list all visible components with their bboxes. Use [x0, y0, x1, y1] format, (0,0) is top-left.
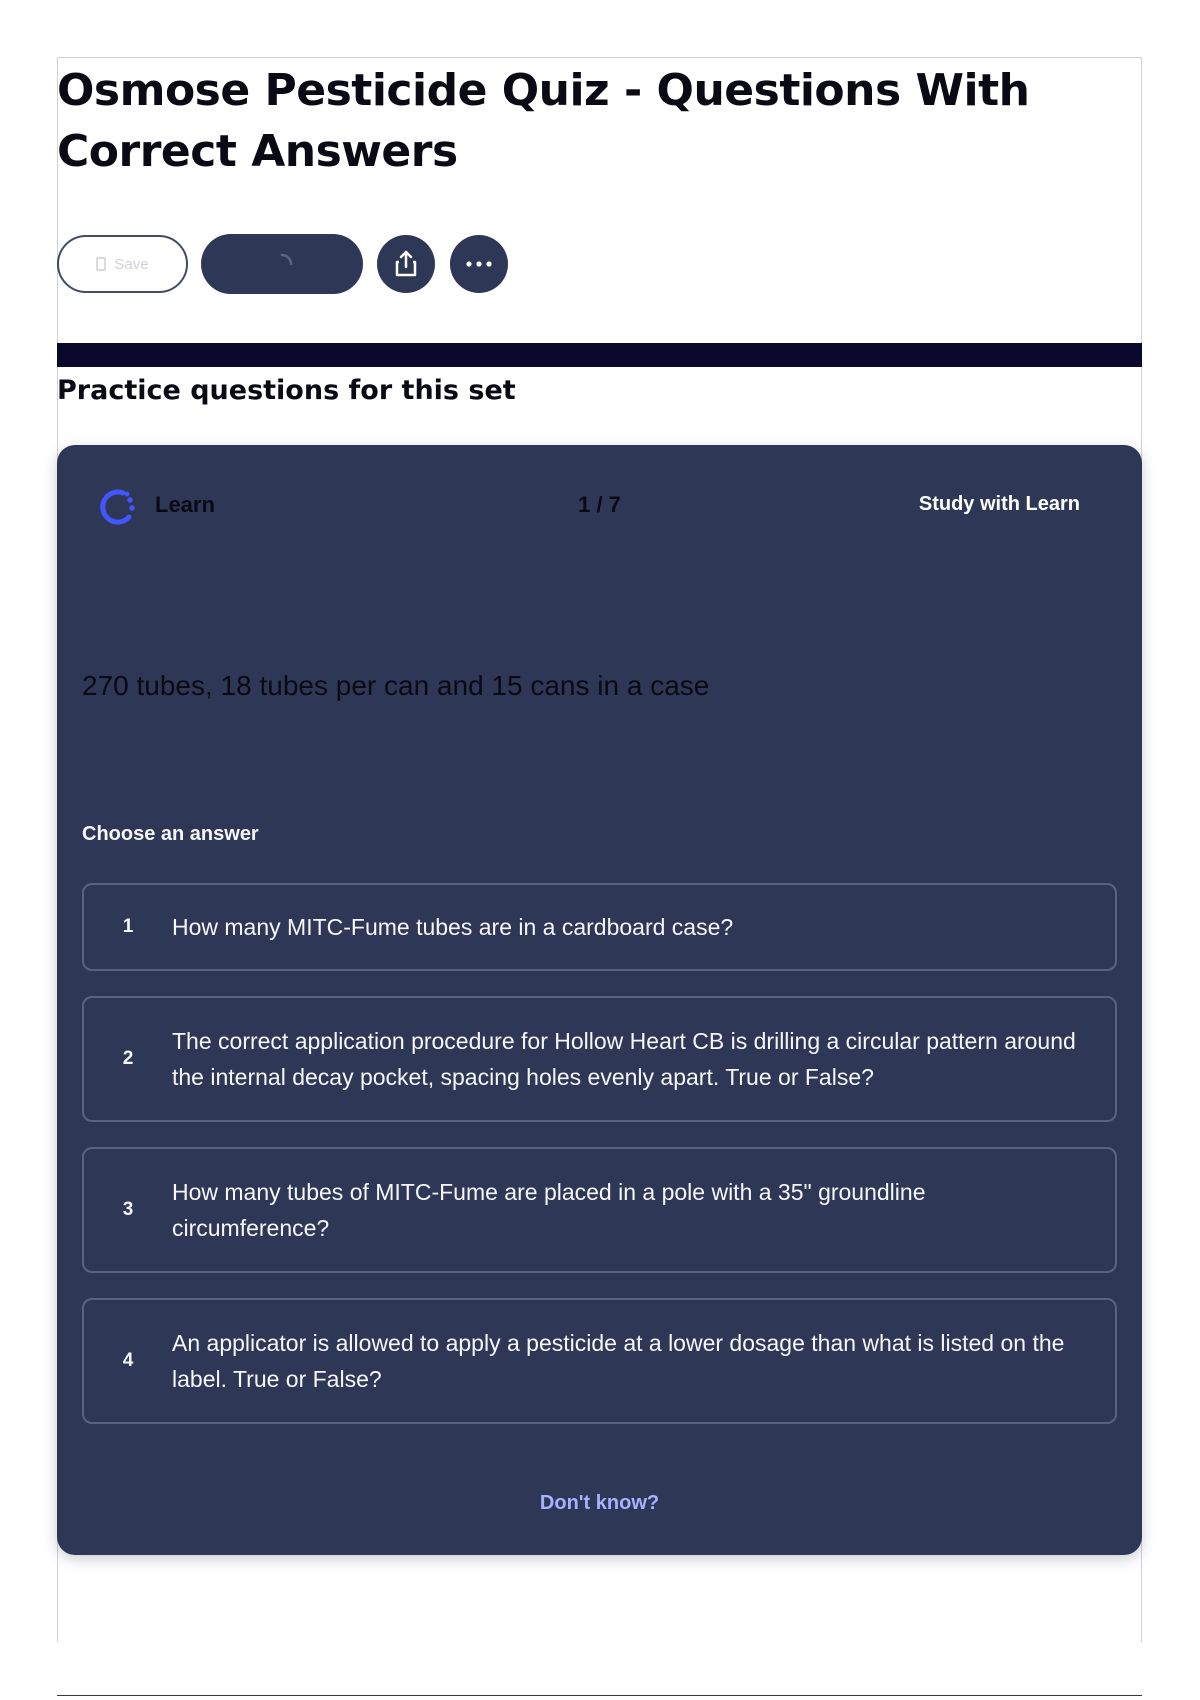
option-text: The correct application procedure for Hollow Heart CB is drilling a circular pattern around the internal decay pocket, spacing holes evenly apart. True or False? [172, 1028, 1076, 1090]
question-prompt: 270 tubes, 18 tubes per can and 15 cans in a case [82, 670, 710, 701]
practice-section-heading: Practice questions for this set [57, 375, 516, 406]
choose-answer-label: Choose an answer [82, 823, 259, 845]
answer-option-4[interactable] [82, 1298, 1117, 1424]
section-divider-bar [57, 343, 1142, 367]
bookmark-icon [96, 257, 106, 271]
answer-option-3[interactable] [82, 1147, 1117, 1273]
learn-card [57, 445, 1142, 1555]
option-text: An applicator is allowed to apply a pesticide at a lower dosage than what is listed on the label. True or False? [172, 1330, 1065, 1392]
page-bottom-rule [57, 1695, 1142, 1696]
more-options-button[interactable] [450, 235, 508, 293]
loading-spinner-icon [269, 251, 295, 277]
answer-option-2[interactable] [82, 996, 1117, 1122]
option-text: How many MITC-Fume tubes are in a cardboard case? [172, 914, 734, 940]
study-with-learn-link[interactable]: Study with Learn [918, 493, 1080, 515]
more-options-icon [464, 260, 494, 268]
action-toolbar [57, 233, 508, 295]
dont-know-link[interactable]: Don't know? [539, 1492, 660, 1514]
share-button[interactable] [377, 235, 435, 293]
share-icon [392, 249, 420, 279]
option-text: How many tubes of MITC-Fume are placed in a pole with a 35" groundline circumference? [172, 1179, 926, 1241]
progress-counter: 1 / 7 [578, 492, 621, 517]
save-button-label: Save [114, 255, 149, 273]
page-title: Osmose Pesticide Quiz - Questions With Correct Answers [57, 65, 1030, 177]
option-number: 4 [122, 1350, 134, 1371]
option-number: 3 [122, 1199, 134, 1220]
study-button[interactable] [201, 234, 363, 294]
save-button[interactable] [57, 235, 188, 293]
learn-card-header [57, 480, 1142, 530]
learn-mode-label: Learn [155, 492, 215, 517]
answer-option-1[interactable] [82, 883, 1117, 971]
option-number: 2 [122, 1048, 134, 1069]
option-number: 1 [122, 916, 134, 937]
answer-options [82, 883, 1117, 1449]
